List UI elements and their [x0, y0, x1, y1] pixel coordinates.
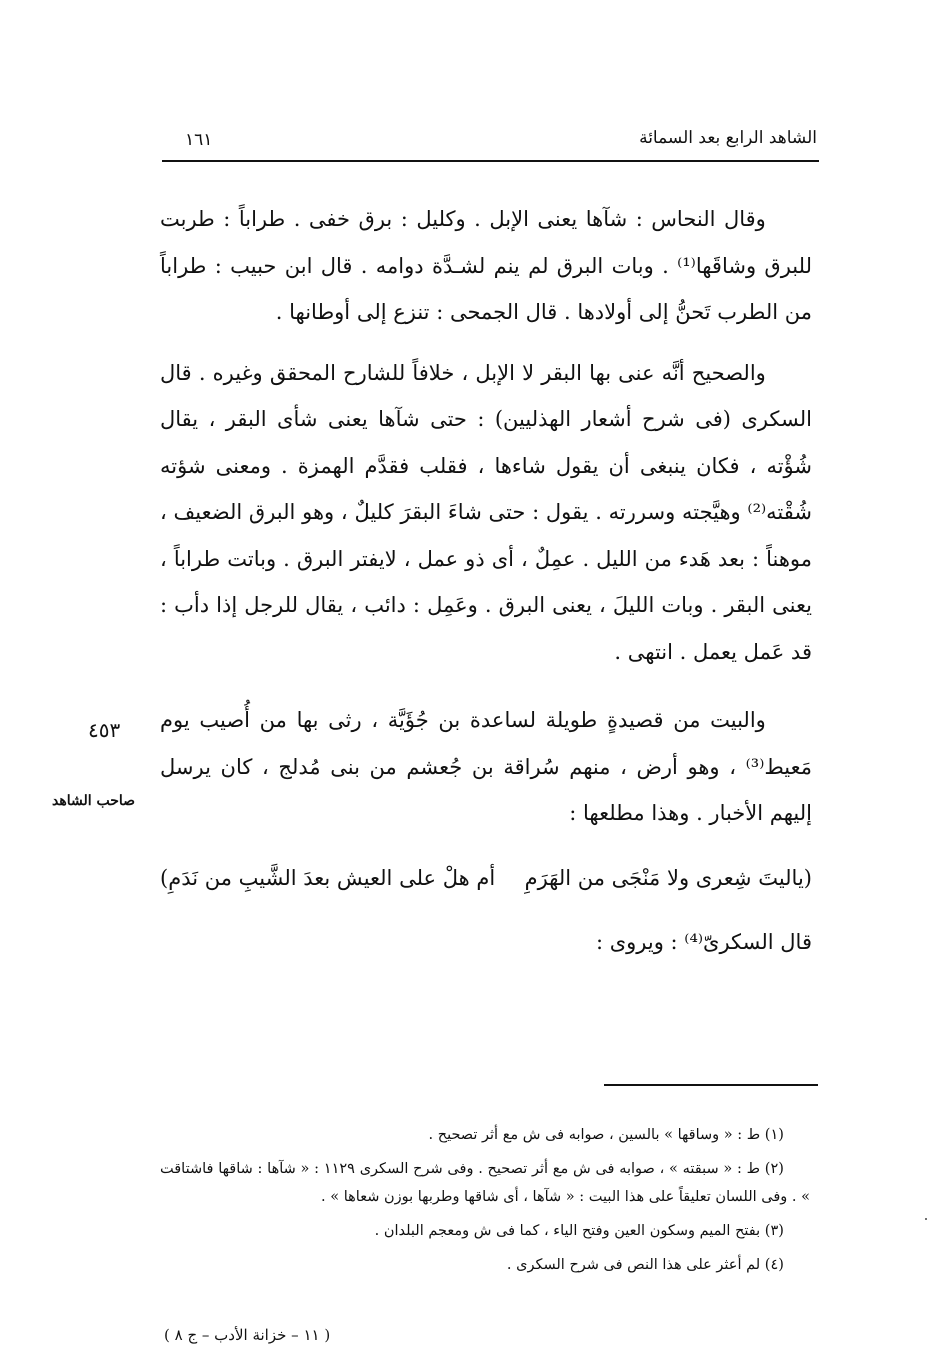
paragraph-1: وقال النحاس : شآها يعنى الإبل . وكليل : برق خفى . طراباً : طربت للبرق وشاقَها⁽¹⁾ . وبات البرق لم ينم لشـدَّة دوامه . قال ابن حبيب : طراباً من الطرب تَحنُّ إلى أولادها . قال الجمحى : تنزع إلى أوطانها . [160, 207, 812, 324]
scan-speck [925, 1218, 927, 1220]
paragraph-2: والصحيح أنَّه عنى بها البقر لا الإبل ، خلافاً للشارح المحقق وغيره . قال السكرى (فى شرح أشعار الهذليين) : حتى شآها يعنى شأى البقر ، يقال شُؤْته ، فكان ينبغى أن يقول شاءها ، فقلب فقدَّم الهمزة . ومعنى شؤته شُقْته⁽²⁾ وهيَّجته وسررته . يقول : حتى شاءَ البقرَ كليلٌ ، وهو البرق الضعيف ، موهناً : بعد هَدء من الليل . عمِلٌ ، أى ذو عمل ، لايفتر البرق . وباتت طراباً ، يعنى البقر . وبات الليلَ ، يعنى البرق . وعَمِل : دائب ، يقال للرجل إذا دأب : قد عَمل يعمل . انتهى . [160, 360, 812, 664]
printer-signature: ( ١١ – خزانة الأدب – ج ٨ ) [164, 1326, 331, 1344]
footnote-1: (١) ط : « وساقها » بالسين ، صوابه فى ش مع أثر تصحيح . [428, 1127, 784, 1143]
verse-first-hemistich: (ياليتَ شِعرى ولا مَنْجَى من الهَرَمِ [524, 865, 812, 890]
footnotes [160, 1115, 810, 1279]
paragraph-after-verse: قال السكرىّ⁽⁴⁾ : ويروى : [595, 930, 812, 954]
poem-verse [160, 855, 812, 902]
paragraph-3: والبيت من قصيدةٍ طويلة لساعدة بن جُؤَيَّة ، رثى بها من أُصيب يوم مَعيط⁽³⁾ ، وهو أرض ، منهم سُراقة بن جُعشم من بنى مُدلج ، كان يرسل إليهم الأخبار . وهذا مطلعها : [160, 708, 812, 825]
margin-reference-number: ٤٥٣ [88, 718, 121, 742]
footnote-rule [604, 1084, 818, 1086]
running-header-title: الشاهد الرابع بعد السمائة [639, 128, 817, 148]
verse-second-hemistich: أم هلْ على العيش بعدَ الشَّيبِ من نَدَمِ) [160, 865, 496, 890]
page-number: ١٦١ [185, 130, 213, 150]
footnote-2: (٢) ط : « سبقته » ، صوابه فى ش مع أثر تصحيح . وفى شرح السكرى ١١٢٩ : « شآها : شاقها فاشتاقت » . وفى اللسان تعليقاً على هذا البيت : « شآها ، أى شاقها وطربها بوزن شعاها » . [160, 1161, 810, 1205]
main-text [160, 196, 812, 966]
footnote-3: (٣) بفتح الميم وسكون العين وفتح الياء ، كما فى ش ومعجم البلدان . [374, 1223, 784, 1239]
footnote-4: (٤) لم أعثر على هذا النص فى شرح السكرى . [506, 1257, 784, 1273]
margin-note: صاحب الشاهد [52, 793, 136, 809]
header-rule [162, 160, 819, 162]
